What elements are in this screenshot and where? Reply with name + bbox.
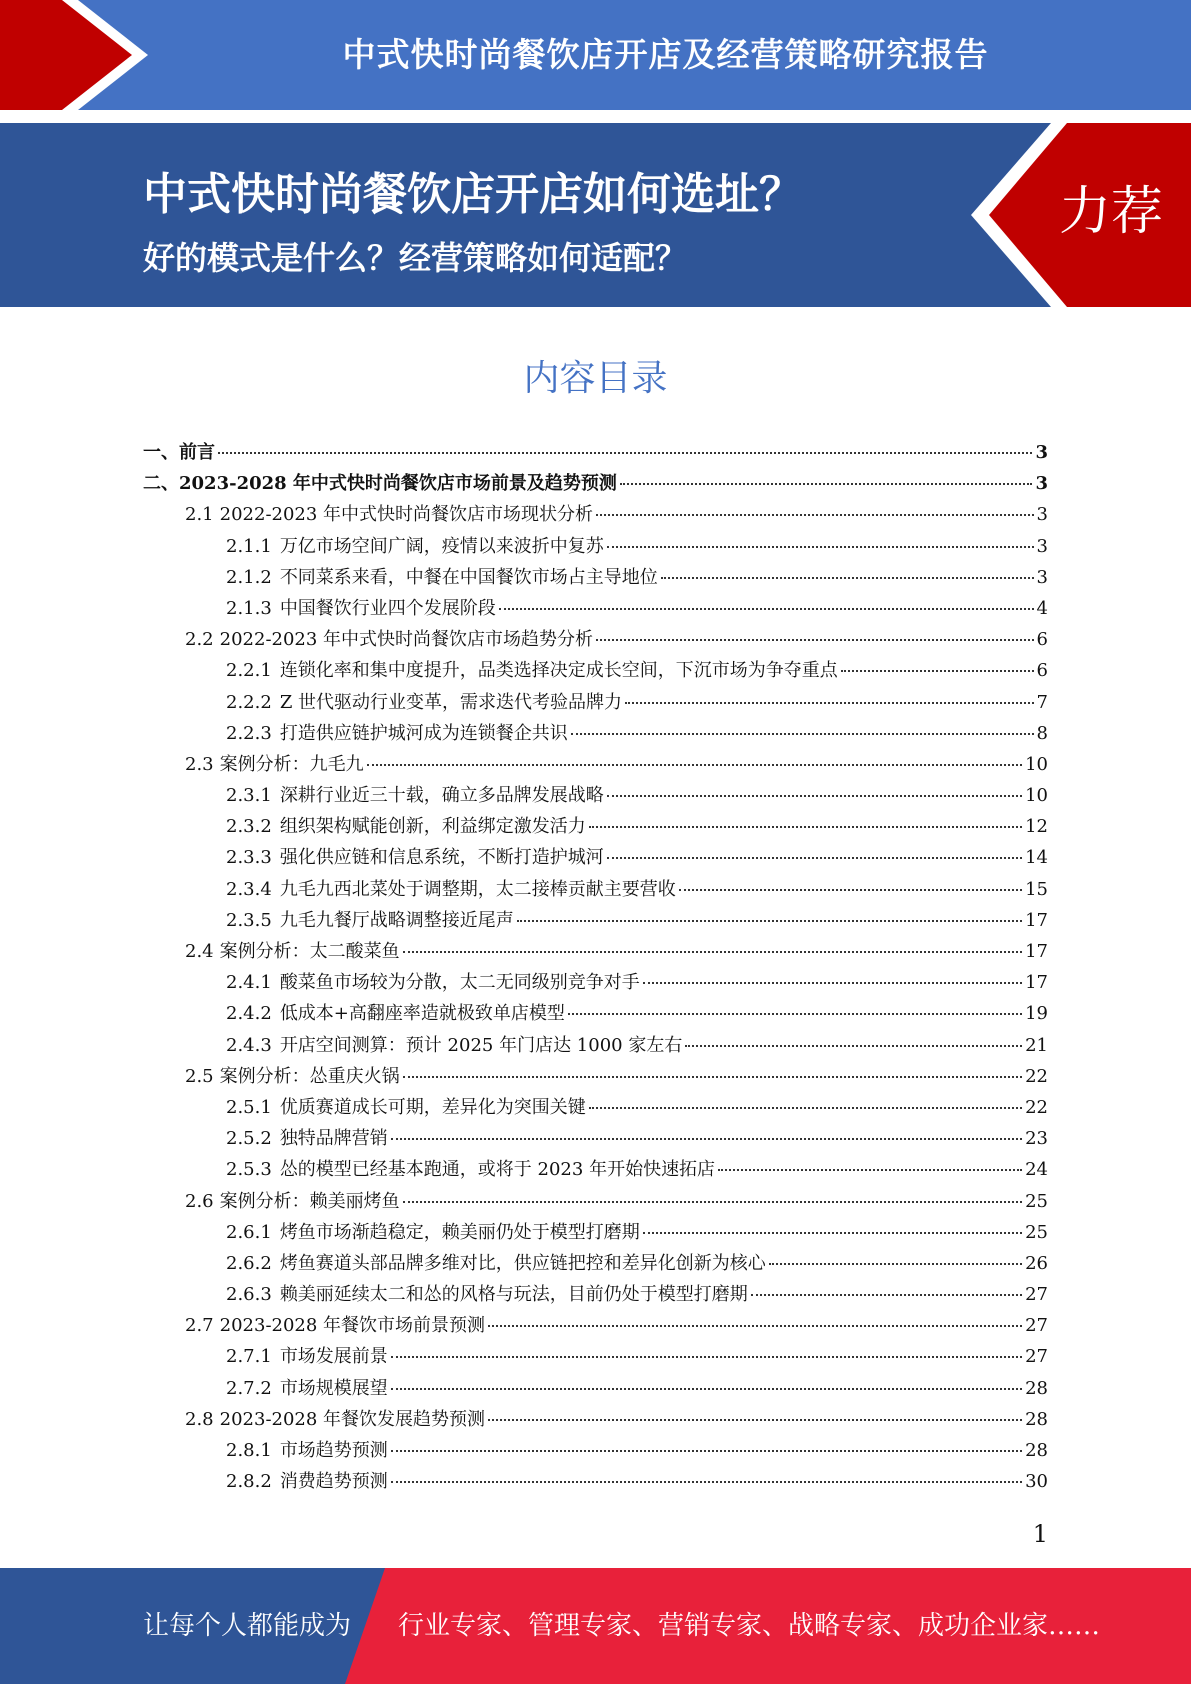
toc-entry-page: 22	[1025, 1065, 1048, 1087]
toc-entry[interactable]	[143, 656, 1048, 687]
toc-heading: 内容目录	[523, 358, 668, 399]
toc-entry[interactable]	[143, 625, 1048, 656]
toc-entry[interactable]	[143, 500, 1048, 531]
toc-entry[interactable]	[143, 1249, 1048, 1280]
toc-dot-leader	[769, 1263, 1022, 1265]
toc-entry-number: 二、	[143, 473, 179, 495]
toc-entry[interactable]	[143, 532, 1048, 563]
toc-entry-page: 3	[1036, 566, 1048, 588]
toc-dot-leader	[596, 514, 1033, 516]
toc-entry-title: 强化供应链和信息系统，不断打造护城河	[279, 847, 604, 869]
toc-entry-title: 市场发展前景	[279, 1346, 388, 1368]
toc-entry-title: 前言	[179, 442, 215, 463]
toc-entry-title: 案例分析：怂重庆火锅	[219, 1065, 400, 1087]
toc-entry-title: Z 世代驱动行业变革，需求迭代考验品牌力	[279, 691, 623, 713]
toc-entry-title: 烤鱼市场渐趋稳定，赖美丽仍处于模型打磨期	[279, 1221, 640, 1243]
toc-dot-leader	[391, 1450, 1022, 1452]
toc-entry-title: 2023-2028 年餐饮市场前景预测	[219, 1315, 486, 1337]
table-of-contents	[143, 438, 1048, 1498]
toc-dot-leader	[685, 1045, 1022, 1047]
toc-dot-leader	[391, 1356, 1022, 1358]
toc-dot-leader	[625, 702, 1034, 704]
toc-entry-number: 2.5.1	[226, 1096, 272, 1118]
toc-entry-number: 2.8.1	[226, 1440, 272, 1461]
toc-entry[interactable]	[143, 875, 1048, 906]
toc-entry-number: 2.2	[185, 629, 214, 651]
toc-dot-leader	[488, 1325, 1022, 1327]
toc-entry-page: 21	[1025, 1034, 1048, 1056]
toc-entry-number: 2.1.1	[226, 535, 272, 557]
toc-dot-leader	[643, 1232, 1022, 1234]
toc-entry-number: 2.3.1	[226, 785, 272, 807]
toc-entry[interactable]	[143, 999, 1048, 1030]
toc-entry[interactable]	[143, 1062, 1048, 1093]
toc-dot-leader	[607, 546, 1034, 548]
toc-entry-number: 2.4.2	[226, 1003, 272, 1025]
toc-dot-leader	[517, 920, 1022, 922]
toc-entry-number: 2.4.3	[226, 1034, 272, 1056]
toc-dot-leader	[367, 764, 1022, 766]
toc-entry-page: 24	[1025, 1159, 1048, 1181]
toc-entry[interactable]	[143, 1374, 1048, 1405]
toc-entry[interactable]	[143, 1342, 1048, 1373]
toc-entry-number: 2.8.2	[226, 1471, 272, 1493]
toc-dot-leader	[499, 608, 1034, 610]
toc-entry-page: 28	[1025, 1408, 1048, 1430]
toc-entry-title: 怂的模型已经基本跑通，或将于 2023 年开始快速拓店	[279, 1159, 716, 1181]
toc-dot-leader	[607, 795, 1022, 797]
hero-subtitle: 好的模式是什么？经营策略如何适配？	[143, 239, 688, 277]
toc-entry-title: 2023-2028 年中式快时尚餐饮店市场前景及趋势预测	[179, 473, 617, 495]
toc-entry-page: 17	[1025, 909, 1048, 931]
toc-entry-page: 26	[1025, 1252, 1048, 1274]
toc-entry-page: 28	[1025, 1377, 1048, 1399]
toc-entry-number: 2.4	[185, 941, 214, 962]
toc-entry[interactable]	[143, 1155, 1048, 1186]
toc-entry-title: 开店空间测算：预计 2025 年门店达 1000 家左右	[279, 1034, 683, 1056]
toc-entry-number: 2.1.3	[226, 597, 272, 619]
page-number: 1	[1032, 1520, 1048, 1548]
toc-entry-number: 2.5	[185, 1065, 214, 1087]
toc-entry-page: 15	[1025, 878, 1048, 900]
toc-dot-leader	[391, 1388, 1022, 1390]
toc-entry-page: 19	[1025, 1003, 1048, 1025]
toc-entry-title: 市场趋势预测	[279, 1440, 388, 1461]
toc-entry-number: 2.6.2	[226, 1252, 272, 1274]
toc-entry-page: 23	[1025, 1128, 1048, 1150]
toc-entry-page: 27	[1025, 1346, 1048, 1368]
toc-entry-title: 优质赛道成长可期，差异化为突围关键	[279, 1096, 586, 1118]
toc-entry-page: 3	[1036, 504, 1048, 526]
toc-entry-page: 28	[1025, 1440, 1048, 1461]
toc-entry-number: 2.6.3	[226, 1284, 272, 1306]
toc-entry-title: 案例分析：九毛九	[219, 753, 364, 775]
toc-dot-leader	[488, 1419, 1022, 1421]
toc-dot-leader	[589, 1107, 1022, 1109]
recommend-badge: 力荐	[1058, 182, 1163, 242]
toc-dot-leader	[403, 1201, 1022, 1203]
toc-entry[interactable]	[143, 843, 1048, 874]
toc-entry-page: 10	[1025, 785, 1048, 807]
toc-entry[interactable]	[143, 688, 1048, 719]
toc-entry-title: 万亿市场空间广阔，疫情以来波折中复苏	[279, 535, 604, 557]
toc-entry-number: 2.3.4	[226, 878, 272, 900]
toc-dot-leader	[661, 577, 1034, 579]
toc-entry-page: 10	[1025, 753, 1048, 775]
toc-entry[interactable]	[143, 1467, 1048, 1498]
toc-entry-number: 2.3.2	[226, 816, 272, 838]
toc-entry-number: 2.7	[185, 1315, 214, 1337]
toc-entry-number: 2.3.5	[226, 909, 272, 931]
toc-dot-leader	[841, 670, 1034, 672]
toc-entry[interactable]	[143, 781, 1048, 812]
toc-dot-leader	[403, 951, 1022, 953]
toc-dot-leader	[403, 1076, 1022, 1078]
toc-entry[interactable]	[143, 1187, 1048, 1218]
toc-entry-number: 2.3.3	[226, 847, 272, 869]
toc-entry[interactable]	[143, 469, 1048, 500]
toc-entry-title: 深耕行业近三十载，确立多品牌发展战略	[279, 785, 604, 807]
toc-entry[interactable]	[143, 937, 1048, 968]
toc-entry-number: 2.2.3	[226, 722, 272, 744]
toc-entry[interactable]	[143, 1093, 1048, 1124]
toc-entry-page: 27	[1025, 1284, 1048, 1306]
toc-entry-number: 2.2.1	[226, 660, 272, 682]
toc-dot-leader	[589, 826, 1022, 828]
toc-entry-title: 案例分析：太二酸菜鱼	[219, 941, 400, 962]
toc-entry-title: 不同菜系来看，中餐在中国餐饮市场占主导地位	[279, 566, 658, 588]
toc-entry[interactable]	[143, 906, 1048, 937]
toc-entry-title: 赖美丽延续太二和怂的风格与玩法，目前仍处于模型打磨期	[279, 1284, 748, 1306]
toc-entry-title: 酸菜鱼市场较为分散，太二无同级别竞争对手	[279, 972, 640, 994]
red-chevron-decoration	[0, 0, 150, 110]
toc-entry-page: 4	[1036, 597, 1048, 619]
toc-dot-leader	[607, 857, 1022, 859]
toc-entry-title: 2023-2028 年餐饮发展趋势预测	[219, 1408, 486, 1430]
toc-entry-title: 中国餐饮行业四个发展阶段	[279, 597, 496, 619]
toc-entry-page: 3	[1035, 473, 1048, 495]
toc-entry-number: 2.5.2	[226, 1128, 272, 1150]
toc-entry[interactable]	[143, 968, 1048, 999]
toc-entry-page: 17	[1025, 941, 1048, 962]
toc-entry-page: 27	[1025, 1315, 1048, 1337]
toc-entry-number: 一、	[143, 442, 179, 463]
report-title: 中式快时尚餐饮店开店及经营策略研究报告	[342, 35, 989, 74]
toc-entry[interactable]	[143, 1311, 1048, 1342]
toc-entry-number: 2.7.1	[226, 1346, 272, 1368]
toc-entry[interactable]	[143, 1124, 1048, 1155]
toc-entry-page: 6	[1036, 660, 1048, 682]
toc-entry-page: 7	[1036, 691, 1048, 713]
toc-entry-title: 九毛九西北菜处于调整期，太二接棒贡献主要营收	[279, 878, 676, 900]
toc-dot-leader	[679, 889, 1022, 891]
toc-dot-leader	[568, 1013, 1022, 1015]
toc-entry[interactable]	[143, 812, 1048, 843]
toc-entry[interactable]	[143, 1436, 1048, 1467]
toc-dot-leader	[571, 733, 1034, 735]
toc-dot-leader	[718, 1169, 1022, 1171]
hero-band	[0, 123, 1191, 307]
toc-entry-number: 2.3	[185, 753, 214, 775]
toc-entry-number: 2.6	[185, 1190, 214, 1212]
toc-entry-page: 25	[1025, 1221, 1048, 1243]
toc-entry-title: 独特品牌营销	[279, 1128, 388, 1150]
toc-dot-leader	[751, 1294, 1022, 1296]
toc-dot-leader	[643, 982, 1022, 984]
toc-entry-page: 3	[1035, 442, 1048, 463]
toc-entry-title: 组织架构赋能创新，利益绑定激发活力	[279, 816, 586, 838]
toc-entry[interactable]	[143, 719, 1048, 750]
toc-entry-page: 12	[1025, 816, 1048, 838]
toc-entry[interactable]	[143, 1405, 1048, 1436]
toc-entry-title: 市场规模展望	[279, 1377, 388, 1399]
toc-entry-page: 14	[1025, 847, 1048, 869]
toc-entry[interactable]	[143, 438, 1048, 469]
toc-entry[interactable]	[143, 563, 1048, 594]
toc-entry-title: 打造供应链护城河成为连锁餐企共识	[279, 722, 568, 744]
toc-entry-title: 消费趋势预测	[279, 1471, 388, 1493]
toc-entry-page: 8	[1036, 722, 1048, 744]
footer-banner	[0, 1568, 1191, 1684]
toc-dot-leader	[596, 639, 1033, 641]
toc-entry[interactable]	[143, 1280, 1048, 1311]
toc-entry-title: 2022-2023 年中式快时尚餐饮店市场现状分析	[219, 504, 594, 526]
toc-entry[interactable]	[143, 1031, 1048, 1062]
toc-entry-title: 九毛九餐厅战略调整接近尾声	[279, 909, 514, 931]
toc-entry-number: 2.2.2	[226, 691, 272, 713]
toc-entry-page: 3	[1036, 535, 1048, 557]
toc-dot-leader	[391, 1138, 1022, 1140]
toc-entry-title: 2022-2023 年中式快时尚餐饮店市场趋势分析	[219, 629, 594, 651]
footer-slogan-left: 让每个人都能成为	[143, 1611, 352, 1641]
hero-title: 中式快时尚餐饮店开店如何选址？	[143, 169, 803, 220]
toc-entry-number: 2.4.1	[226, 972, 272, 994]
toc-entry-page: 22	[1025, 1096, 1048, 1118]
toc-entry[interactable]	[143, 594, 1048, 625]
footer-slogan-right: 行业专家、管理专家、营销专家、战略专家、成功企业家……	[398, 1611, 1101, 1641]
toc-entry-number: 2.5.3	[226, 1159, 272, 1181]
toc-entry-title: 连锁化率和集中度提升，品类选择决定成长空间，下沉市场为争夺重点	[279, 660, 838, 682]
toc-entry-title: 低成本+高翻座率造就极致单店模型	[279, 1003, 565, 1025]
toc-entry[interactable]	[143, 750, 1048, 781]
toc-dot-leader	[620, 483, 1033, 485]
toc-entry-number: 2.8	[185, 1408, 214, 1430]
toc-dot-leader	[391, 1481, 1022, 1483]
toc-entry-title: 案例分析：赖美丽烤鱼	[219, 1190, 400, 1212]
top-banner	[0, 0, 1191, 110]
toc-entry-number: 2.1	[185, 504, 214, 526]
toc-entry-number: 2.1.2	[226, 566, 272, 588]
toc-entry-page: 6	[1036, 629, 1048, 651]
toc-entry-page: 17	[1025, 972, 1048, 994]
toc-entry-number: 2.6.1	[226, 1221, 272, 1243]
toc-entry[interactable]	[143, 1218, 1048, 1249]
toc-entry-number: 2.7.2	[226, 1377, 272, 1399]
toc-dot-leader	[218, 452, 1032, 454]
toc-entry-page: 25	[1025, 1190, 1048, 1212]
toc-entry-title: 烤鱼赛道头部品牌多维对比，供应链把控和差异化创新为核心	[279, 1252, 766, 1274]
toc-entry-page: 30	[1025, 1471, 1048, 1493]
